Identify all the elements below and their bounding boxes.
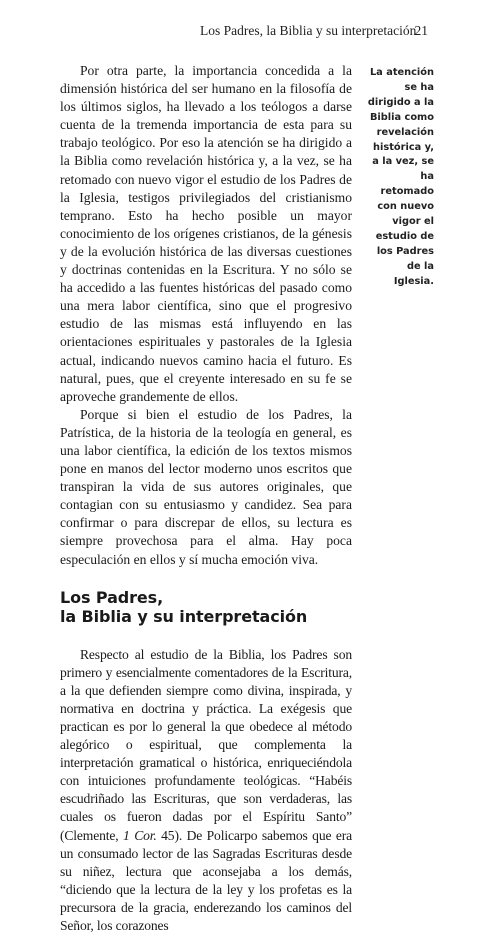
section-heading xyxy=(60,588,352,626)
page-number: 21 xyxy=(414,23,428,38)
body-paragraph: Porque si bien el estudio de los Padres, la Patrística, de la historia de la teología en general, es una labor científica, la edición de los textos mismos pone en manos del lector moderno unos escritos que transpiran la vida de sus autores originales, que contagian con su entusiasmo y candidez. Sea para confirmar o para discrepar de ellos, su lectura es siempre provechosa para el alma. Hay poca especulación en ellos y sí mucha emoción viva. xyxy=(60,406,352,567)
main-text-column xyxy=(60,62,352,935)
paragraph-text: 45). De Policarpo sabemos que era un consumado lector de las Sagradas Escrituras desde su niñez, lectura que aconsejaba a los demás, “diciendo que la lectura de la ley y los profetas es la precursora de la gracia, enderezando los caminos del Señor, los corazones xyxy=(60,827,353,934)
paragraph-text: Respecto al estudio de la Biblia, los Padres son primero y esencialmente comentadores de la Escritura, a la que defienden siempre como divina, inspirada, y normativa en doctrina y práctica. La exégesis que practican es por lo general la que obedece al método alegórico o espiritual, que complementa la interpretación gramatical o histórica, enriqueciéndola con intuiciones profundamente teológicas. “Habéis escudriñado las Escrituras, que son verdaderas, las cuales os fueron dadas por el Espíritu Santo” (Clemente, xyxy=(60,646,352,843)
body-paragraph xyxy=(60,646,352,935)
running-header xyxy=(200,23,440,39)
section-heading-line-1: Los Padres, xyxy=(60,587,164,607)
section-heading-line-2: la Biblia y su interpretación xyxy=(60,606,308,626)
citation-reference: 1 Cor. xyxy=(123,827,157,843)
running-title: Los Padres, la Biblia y su interpretación xyxy=(200,23,417,38)
body-paragraph: Por otra parte, la importancia concedida a la dimensión histórica del ser humano en la filosofía de los últimos siglos, ha llevado a los teólogos a darse cuenta de la tremenda importancia de esta para su trabajo teológico. Por eso la atención se ha dirigido a la Biblia como revelación histórica y, a la vez, se ha retomado con nuevo vigor el estudio de los Padres de la Iglesia, testigos privilegiados del cristianismo temprano. Esto ha hecho posible un mayor conocimiento de los orígenes cristianos, de la génesis y de la evolución histórica de las diversas cuestiones y doctrinas contenidas en la Escritura. Y no sólo se ha accedido a las fuentes históricas del pasado como una mera labor científica, sino que el progresivo estudio de las mismas está influyendo en las orientaciones espirituales y pastorales de la Iglesia actual, indicando nuevos camino hacia el futuro. Es natural, pues, que el creyente interesado en su fe se aproveche grandemente de ellos. xyxy=(60,63,352,404)
margin-note: La atención se ha dirigido a la Biblia como revelación histórica y, a la vez, se ha retomado con nuevo vigor el estudio de los Padres de la Iglesia. xyxy=(367,67,434,287)
